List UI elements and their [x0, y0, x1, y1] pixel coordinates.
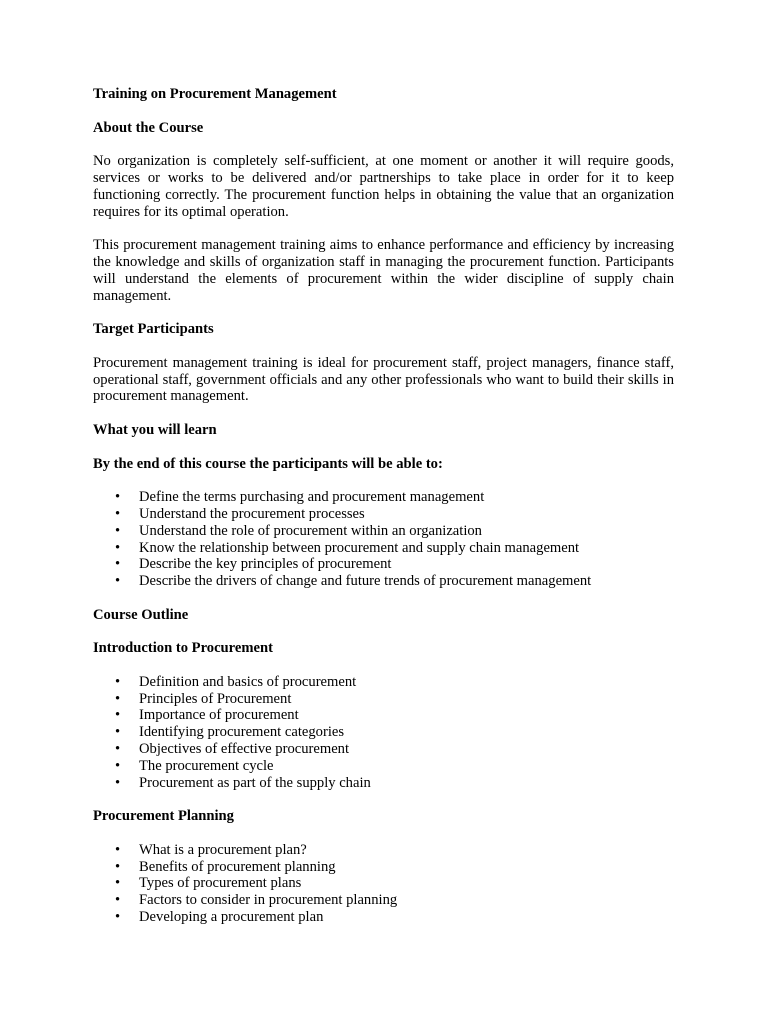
learn-list [93, 489, 674, 590]
bullet-icon: • [115, 909, 121, 926]
list-item [93, 540, 674, 557]
bullet-icon: • [115, 522, 121, 539]
bullet-icon: • [115, 556, 121, 573]
list-item [93, 842, 674, 859]
list-item [93, 909, 674, 926]
about-paragraph-1: No organization is completely self-sufficient, at one moment or another it will require goods, services or works to be delivered and/or partnerships to take place in order for it to keep functioning correctly. The procurement function helps in obtaining the value that an organization requires for its optimal operation. [93, 153, 674, 220]
list-item-text: Procurement as part of the supply chain [139, 774, 371, 791]
list-item [93, 691, 674, 708]
about-paragraph-2: This procurement management training aims to enhance performance and efficiency by increasing the knowledge and skills of organization staff in managing the procurement function. Participants will understand the elements of procurement within the wider discipline of supply chain management. [93, 237, 674, 304]
bullet-icon: • [115, 858, 121, 875]
list-item [93, 758, 674, 775]
list-item-text: Identifying procurement categories [139, 724, 345, 741]
list-item [93, 892, 674, 909]
list-item-text: Understand the procurement processes [139, 505, 365, 522]
target-paragraph: Procurement management training is ideal for procurement staff, project managers, finance staff, operational staff, government officials and any other professionals who want to build their skills in procurement management. [93, 354, 674, 405]
bullet-icon: • [115, 875, 121, 892]
list-item [93, 573, 674, 590]
bullet-icon: • [115, 673, 121, 690]
list-item-text: Factors to consider in procurement planning [139, 892, 398, 909]
list-item-text: Understand the role of procurement within an organization [139, 522, 482, 539]
list-item-text: Developing a procurement plan [139, 909, 324, 926]
bullet-icon: • [115, 690, 121, 707]
list-item [93, 556, 674, 573]
planning-section-heading: Procurement Planning [93, 808, 234, 825]
list-item-text: Types of procurement plans [139, 875, 302, 892]
bullet-icon: • [115, 505, 121, 522]
list-item [93, 775, 674, 792]
bullet-icon: • [115, 774, 121, 791]
list-item [93, 674, 674, 691]
bullet-icon: • [115, 489, 121, 506]
document-page [93, 86, 674, 943]
list-item [93, 724, 674, 741]
list-item-text: The procurement cycle [139, 757, 274, 774]
list-item [93, 707, 674, 724]
list-item [93, 489, 674, 506]
list-item-text: Objectives of effective procurement [139, 741, 350, 758]
bullet-icon: • [115, 757, 121, 774]
list-item-text: Describe the drivers of change and future trends of procurement management [139, 573, 592, 590]
list-item [93, 741, 674, 758]
bullet-icon: • [115, 741, 121, 758]
bullet-icon: • [115, 707, 121, 724]
bullet-icon: • [115, 892, 121, 909]
bullet-icon: • [115, 724, 121, 741]
bullet-icon: • [115, 539, 121, 556]
list-item-text: What is a procurement plan? [139, 841, 307, 858]
list-item [93, 506, 674, 523]
list-item-text: Definition and basics of procurement [139, 673, 357, 690]
planning-section-list [93, 842, 674, 926]
outline-heading: Course Outline [93, 606, 189, 623]
learn-subheading: By the end of this course the participants will be able to: [93, 455, 443, 472]
list-item-text: Importance of procurement [139, 707, 299, 724]
list-item-text: Define the terms purchasing and procurement management [139, 489, 485, 506]
list-item [93, 859, 674, 876]
learn-heading: What you will learn [93, 421, 217, 438]
list-item [93, 875, 674, 892]
list-item-text: Describe the key principles of procurement [139, 556, 392, 573]
about-heading: About the Course [93, 119, 204, 136]
target-heading: Target Participants [93, 321, 214, 338]
bullet-icon: • [115, 573, 121, 590]
document-title: Training on Procurement Management [93, 86, 337, 102]
list-item [93, 523, 674, 540]
list-item-text: Principles of Procurement [139, 690, 292, 707]
bullet-icon: • [115, 841, 121, 858]
list-item-text: Know the relationship between procurement and supply chain management [139, 539, 580, 556]
intro-section-heading: Introduction to Procurement [93, 640, 273, 657]
list-item-text: Benefits of procurement planning [139, 858, 336, 875]
intro-section-list [93, 674, 674, 792]
